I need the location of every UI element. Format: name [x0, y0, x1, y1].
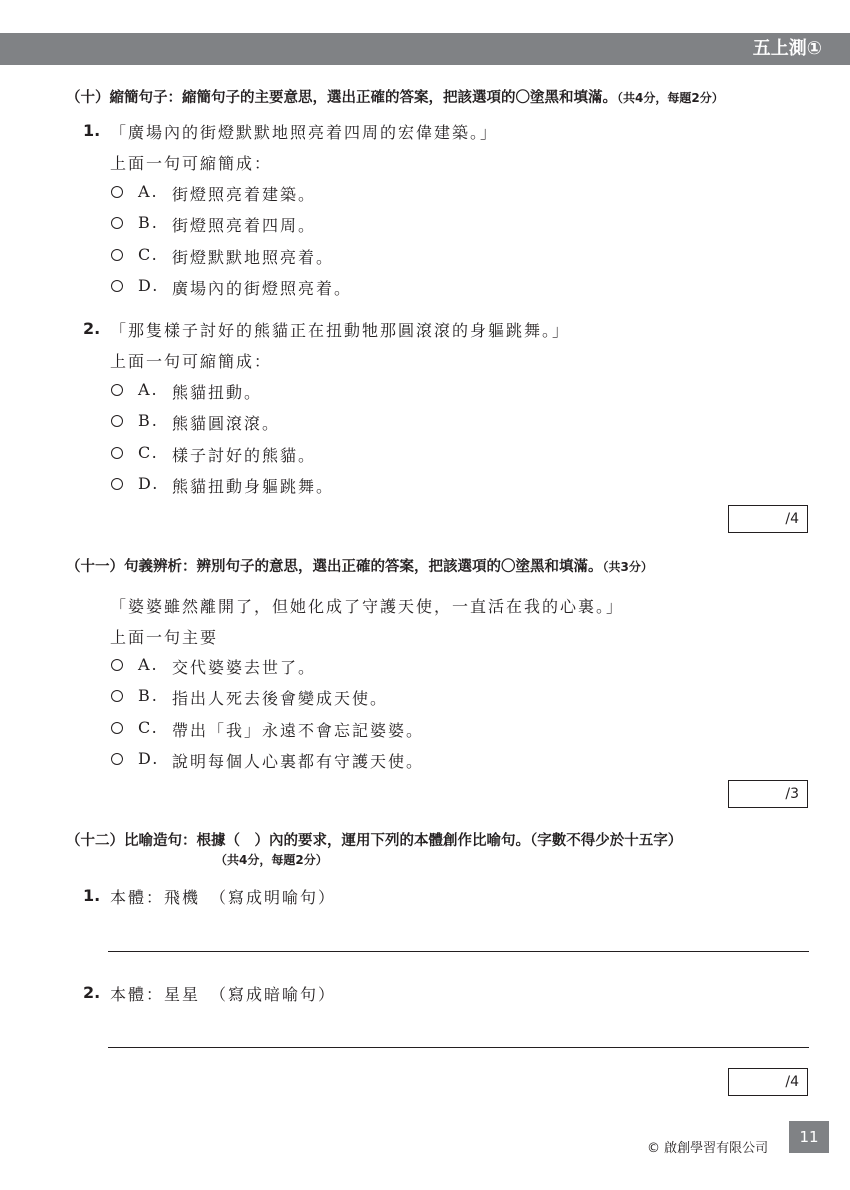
option-text: 帶出「我」永遠不會忘記婆婆。 — [172, 721, 425, 740]
option-circle[interactable] — [111, 384, 123, 396]
section-11-title — [66, 555, 653, 576]
page-header-title: 五上測① — [752, 38, 822, 59]
option-letter: A. — [138, 655, 159, 674]
question-sentence: 「廣場內的街燈默默地照亮着四周的宏偉建築。」 — [110, 123, 499, 142]
option-circle[interactable] — [111, 478, 123, 490]
option-circle[interactable] — [111, 280, 123, 292]
section-10-title-text: （十）縮簡句子：縮簡句子的主要意思，選出正確的答案，把該選項的〇塗黑和填滿。 — [66, 90, 617, 106]
score-total: /4 — [785, 511, 799, 527]
question-prompt: 上面一句主要 — [110, 628, 219, 647]
question-text: 本體：飛機 （寫成明喻句） — [110, 888, 337, 907]
question-number: 2. — [83, 983, 101, 1002]
question-sentence: 「婆婆雖然離開了，但她化成了守護天使，一直活在我的心裏。」 — [110, 597, 625, 616]
score-total: /4 — [785, 1074, 799, 1090]
section-12-title — [66, 829, 682, 850]
answer-line[interactable] — [108, 951, 809, 952]
option-circle[interactable] — [111, 690, 123, 702]
option-letter: A. — [138, 182, 159, 201]
question-prompt: 上面一句可縮簡成： — [110, 154, 273, 173]
section-11-points: （共3分） — [602, 560, 653, 574]
option-text: 指出人死去後會變成天使。 — [172, 689, 389, 708]
question-text: 本體：星星 （寫成暗喻句） — [110, 985, 337, 1004]
option-circle[interactable] — [111, 249, 123, 261]
section-11-title-text: （十一）句義辨析：辨別句子的意思，選出正確的答案，把該選項的〇塗黑和填滿。 — [66, 559, 603, 575]
question-number: 1. — [83, 121, 101, 140]
option-text: 熊貓扭動。 — [172, 383, 263, 402]
question-sentence: 「那隻樣子討好的熊貓正在扭動牠那圓滾滾的身軀跳舞。」 — [110, 321, 571, 340]
page-number: 11 — [789, 1121, 829, 1153]
option-letter: C. — [138, 718, 159, 737]
score-box[interactable] — [728, 780, 808, 808]
section-12-title-text: （十二）比喻造句：根據（ ）內的要求，運用下列的本體創作比喻句。（字數不得少於十五字） — [66, 833, 683, 849]
section-10-title — [66, 86, 724, 107]
option-text: 交代婆婆去世了。 — [172, 658, 317, 677]
option-letter: D. — [138, 474, 160, 493]
option-text: 熊貓扭動身軀跳舞。 — [172, 477, 335, 496]
option-letter: B. — [138, 213, 159, 232]
footer-copyright: © 啟創學習有限公司 — [647, 1141, 769, 1156]
option-circle[interactable] — [111, 447, 123, 459]
question-number: 1. — [83, 886, 101, 905]
header-bar — [0, 33, 850, 65]
section-12-points: （共4分，每題2分） — [215, 853, 328, 867]
option-text: 熊貓圓滾滾。 — [172, 414, 281, 433]
option-text: 說明每個人心裏都有守護天使。 — [172, 752, 425, 771]
option-letter: D. — [138, 276, 160, 295]
option-letter: B. — [138, 686, 159, 705]
option-circle[interactable] — [111, 415, 123, 427]
option-text: 廣場內的街燈照亮着。 — [172, 279, 353, 298]
question-prompt: 上面一句可縮簡成： — [110, 352, 273, 371]
option-text: 樣子討好的熊貓。 — [172, 446, 317, 465]
answer-line[interactable] — [108, 1047, 809, 1048]
option-circle[interactable] — [111, 659, 123, 671]
option-circle[interactable] — [111, 753, 123, 765]
score-box[interactable] — [728, 1068, 808, 1096]
option-text: 街燈默默地照亮着。 — [172, 248, 335, 267]
option-text: 街燈照亮着建築。 — [172, 185, 317, 204]
option-letter: A. — [138, 380, 159, 399]
score-total: /3 — [785, 786, 799, 802]
option-circle[interactable] — [111, 217, 123, 229]
question-number: 2. — [83, 319, 101, 338]
option-circle[interactable] — [111, 186, 123, 198]
option-letter: C. — [138, 443, 159, 462]
option-letter: B. — [138, 411, 159, 430]
option-text: 街燈照亮着四周。 — [172, 216, 317, 235]
option-letter: D. — [138, 749, 160, 768]
option-letter: C. — [138, 245, 159, 264]
section-10-points: （共4分，每題2分） — [617, 91, 724, 105]
score-box[interactable] — [728, 505, 808, 533]
option-circle[interactable] — [111, 722, 123, 734]
